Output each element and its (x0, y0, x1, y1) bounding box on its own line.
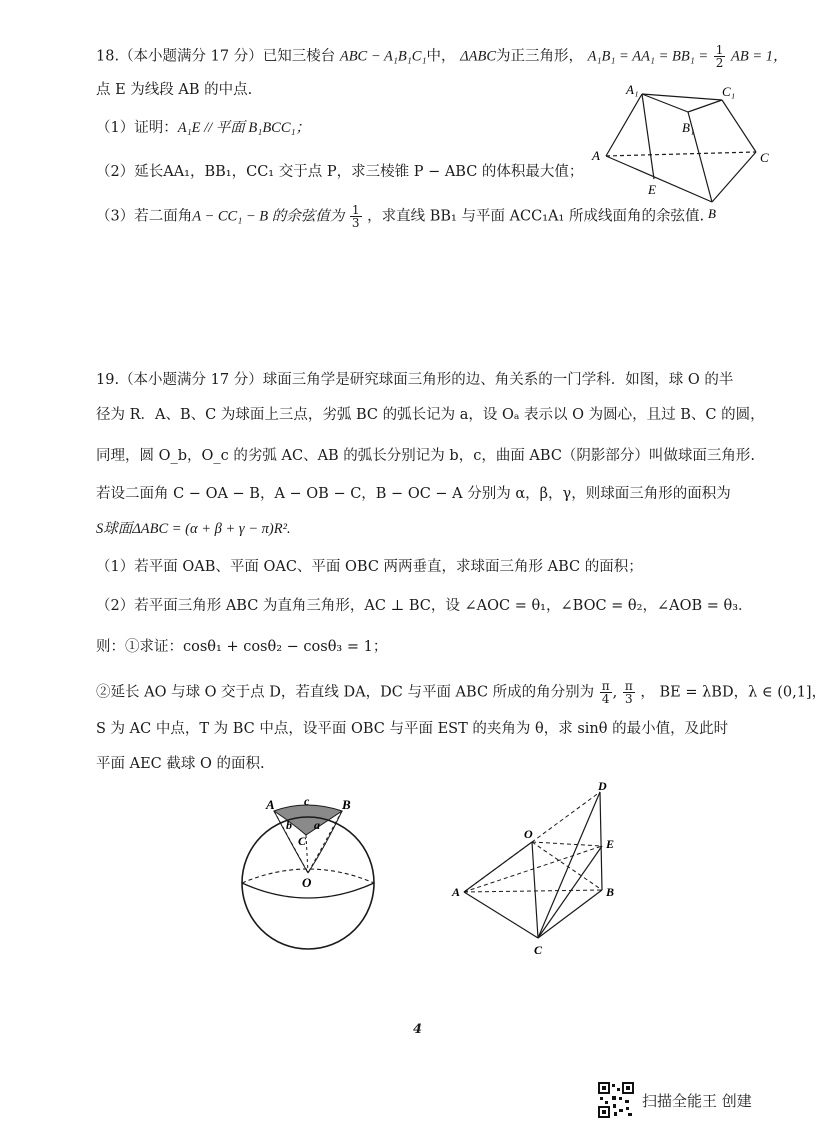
fig18-label-A1: A₁ (626, 82, 639, 97)
sphere-label-B: B (342, 797, 351, 812)
q18-part3: （3）若二面角A − CC₁ − B 的余弦值为 $\frac{1}{3}$ ，求直线 BB₁ 与平面 ACC₁A₁ 所成线面角的余弦值. (96, 203, 705, 230)
qr-code-icon (598, 1082, 634, 1118)
q19-part2-2: ②延长 AO 与球 O 交于点 D，若直线 DA，DC 与平面 ABC 所成的角分别为 $\frac{\pi}{4}$ , $\frac{\pi}{3}$ ， BE = λBD，λ ∈ (0,1]， (96, 679, 826, 706)
pyramid-label-A: A (452, 885, 461, 899)
fig18-label-B1: B₁ (682, 120, 695, 135)
fig18-label-B: B (708, 206, 716, 221)
fig18-label-C1: C₁ (722, 84, 736, 99)
fig18-label-A: A (592, 148, 600, 163)
fig18-label-E: E (648, 182, 656, 197)
sphere-label-A: A (266, 797, 275, 812)
q19-line1: 19.（本小题满分 17 分）球面三角学是研究球面三角形的边、角关系的一门学科．如图，球 O 的半 (96, 372, 734, 388)
frustum-figure (590, 80, 780, 234)
pyramid-label-E: E (606, 837, 615, 851)
q18-fraction: $\frac{1}{2}$ (715, 43, 724, 70)
q19-area-formula: S球面ΔABC = (α + β + γ − π)R². (96, 521, 291, 537)
sphere-figure (236, 795, 396, 959)
q19-part1: （1）若平面 OAB、平面 OAC、平面 OBC 两两垂直，求球面三角形 ABC 的面积； (96, 559, 643, 575)
fig18-label-C: C (760, 150, 769, 165)
pyramid-label-C: C (534, 943, 543, 957)
q18-part3-fraction: $\frac{1}{3}$ (351, 203, 360, 230)
q18-line2: 点 E 为线段 AB 的中点. (96, 82, 253, 98)
q18-part1: （1）证明：A₁E // 平面 B₁BCC₁； (96, 120, 311, 136)
q19-angle-fraction-2: $\frac{\pi}{3}$ (624, 679, 633, 706)
q19-line4: 若设二面角 C − OA − B，A − OB − C，B − OC − A 分别为 α，β，γ，则球面三角形的面积为 (96, 486, 731, 502)
q19-line3: 同理，圆 O_b，O_c 的劣弧 AC、AB 的弧长分别记为 b，c，曲面 ABC（阴影部分）叫做球面三角形. (96, 448, 756, 464)
scanner-watermark (598, 1082, 752, 1118)
q19-part2-1: 则：①求证：cosθ₁ + cosθ₂ − cosθ₃ = 1； (96, 639, 388, 655)
q19-part2-4: 平面 AEC 截球 O 的面积. (96, 756, 265, 772)
sphere-label-a: a (314, 818, 320, 832)
q19-angle-fraction-1: $\frac{\pi}{4}$ (601, 679, 610, 706)
q18-part2: （2）延长AA₁，BB₁，CC₁ 交于点 P，求三棱锥 P − ABC 的体积最大值； (96, 164, 584, 180)
q18-line1: 18.（本小题满分 17 分）已知三棱台 ABC − A₁B₁C₁中， ΔABC为正三角形， A₁B₁ = AA₁ = BB₁ = $\frac{1}{2}$ AB = 1， (96, 43, 788, 70)
sphere-label-O: O (302, 875, 312, 890)
sphere-label-C: C (298, 834, 307, 848)
scanner-text: 扫描全能王 创建 (642, 1091, 752, 1110)
q19-line2: 径为 R．A、B、C 为球面上三点，劣弧 BC 的弧长记为 a，设 Oₐ 表示以 O 为圆心，且过 B、C 的圆， (96, 407, 765, 423)
pyramid-label-D: D (598, 779, 607, 793)
sphere-label-b: b (286, 818, 292, 832)
sphere-label-c: c (304, 794, 310, 808)
q19-part2: （2）若平面三角形 ABC 为直角三角形，AC ⊥ BC，设 ∠AOC = θ₁，∠BOC = θ₂，∠AOB = θ₃． (96, 598, 753, 614)
pyramid-figure (450, 780, 630, 964)
q19-part2-3: S 为 AC 中点，T 为 BC 中点，设平面 OBC 与平面 EST 的夹角为 θ，求 sinθ 的最小值，及此时 (96, 721, 729, 737)
pyramid-label-B: B (606, 885, 615, 899)
pyramid-label-O: O (524, 827, 533, 841)
page-number: 4 (413, 1022, 423, 1037)
